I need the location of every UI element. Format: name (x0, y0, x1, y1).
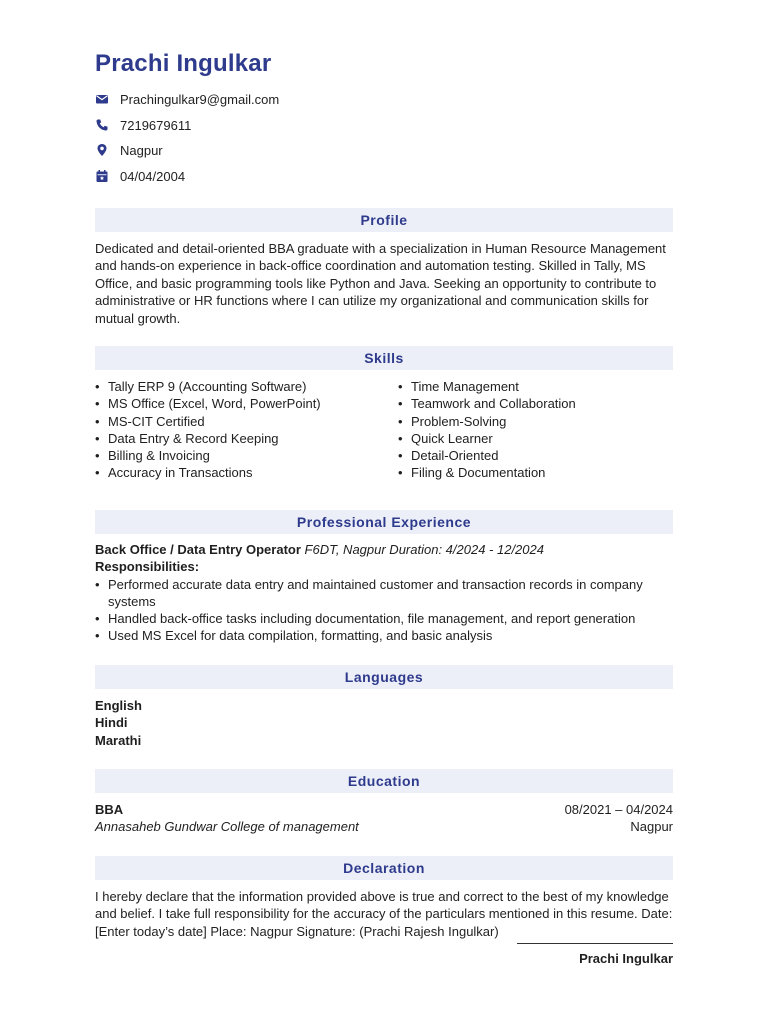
candidate-name: Prachi Ingulkar (95, 50, 272, 77)
contact-location: Nagpur (120, 142, 163, 158)
section-heading-declaration: Declaration (95, 856, 673, 880)
profile-text: Dedicated and detail-oriented BBA graduate with a specialization in Human Resource Management and hands-on experience in back-office coordination and automation testing. Skilled in Tally, MS Office, and basic programming tools like Python and Java. Seeking an opportunity to contribute to administrative or HR functions where I can utilize my organizational and communication skills for mutual growth. (95, 241, 666, 326)
education-entry (95, 801, 673, 836)
skill-item: • Quick Learner (398, 430, 576, 447)
skill-item: • Detail-Oriented (398, 447, 576, 464)
language-item: Hindi (95, 715, 128, 731)
education-row-1 (95, 801, 673, 818)
phone-icon (95, 118, 109, 132)
skill-item: • MS Office (Excel, Word, PowerPoint) (95, 395, 398, 412)
section-heading-profile: Profile (95, 208, 673, 232)
declaration-text: I hereby declare that the information provided above is true and correct to the best of my knowledge and belief. I take full responsibility for the accuracy of the particulars mentioned in this resume. Date: [Enter today’s date] Place: Nagpur Signature: (Prachi Rajesh Ingulkar) (95, 889, 673, 939)
skill-item: • Time Management (398, 378, 576, 395)
language-item: Marathi (95, 732, 142, 748)
responsibility-item: • Performed accurate data entry and maintained customer and transaction records in company systems (95, 576, 673, 611)
signature-name: Prachi Ingulkar (579, 951, 673, 966)
job-meta: F6DT, Nagpur Duration: 4/2024 - 12/2024 (304, 542, 544, 557)
contact-phone-row (95, 117, 191, 133)
experience-entry (95, 541, 673, 645)
education-row-2 (95, 818, 673, 835)
section-heading-experience: Professional Experience (95, 510, 673, 534)
contact-email[interactable]: Prachingulkar9@gmail.com (120, 91, 280, 107)
skill-item: • Filing & Documentation (398, 464, 576, 481)
calendar-icon (95, 169, 109, 183)
envelope-icon (95, 92, 109, 106)
skill-item: • Accuracy in Transactions (95, 464, 398, 481)
responsibilities-list (95, 576, 673, 645)
responsibility-item: • Handled back-office tasks including documentation, file management, and report generation (95, 610, 673, 627)
responsibility-item: • Used MS Excel for data compilation, formatting, and basic analysis (95, 627, 673, 644)
skill-item: • Tally ERP 9 (Accounting Software) (95, 378, 398, 395)
education-location: Nagpur (630, 819, 673, 835)
languages-list (95, 697, 142, 749)
skill-item: • Data Entry & Record Keeping (95, 430, 398, 447)
education-dates: 08/2021 – 04/2024 (564, 802, 673, 817)
skills-list (95, 378, 673, 482)
skill-item: • Teamwork and Collaboration (398, 395, 576, 412)
job-role: Back Office / Data Entry Operator (95, 542, 301, 557)
experience-title-line (95, 541, 673, 558)
contact-email-row (95, 91, 279, 107)
skill-item: • Billing & Invoicing (95, 447, 398, 464)
section-heading-languages: Languages (95, 665, 673, 689)
skills-column-left (95, 378, 398, 482)
education-school: Annasaheb Gundwar College of management (95, 819, 359, 835)
language-item: English (95, 698, 142, 713)
section-heading-skills: Skills (95, 346, 673, 370)
skills-column-right (398, 378, 576, 482)
contact-phone: 7219679611 (120, 117, 192, 133)
contact-location-row (95, 142, 163, 158)
skill-item: • Problem-Solving (398, 413, 576, 430)
contact-dob-row (95, 168, 185, 184)
section-heading-education: Education (95, 769, 673, 793)
skill-item: • MS-CIT Certified (95, 413, 398, 430)
contact-dob: 04/04/2004 (120, 168, 186, 184)
location-pin-icon (95, 143, 109, 157)
education-degree: BBA (95, 802, 124, 817)
responsibilities-label: Responsibilities: (95, 559, 200, 575)
signature-line (517, 943, 673, 944)
